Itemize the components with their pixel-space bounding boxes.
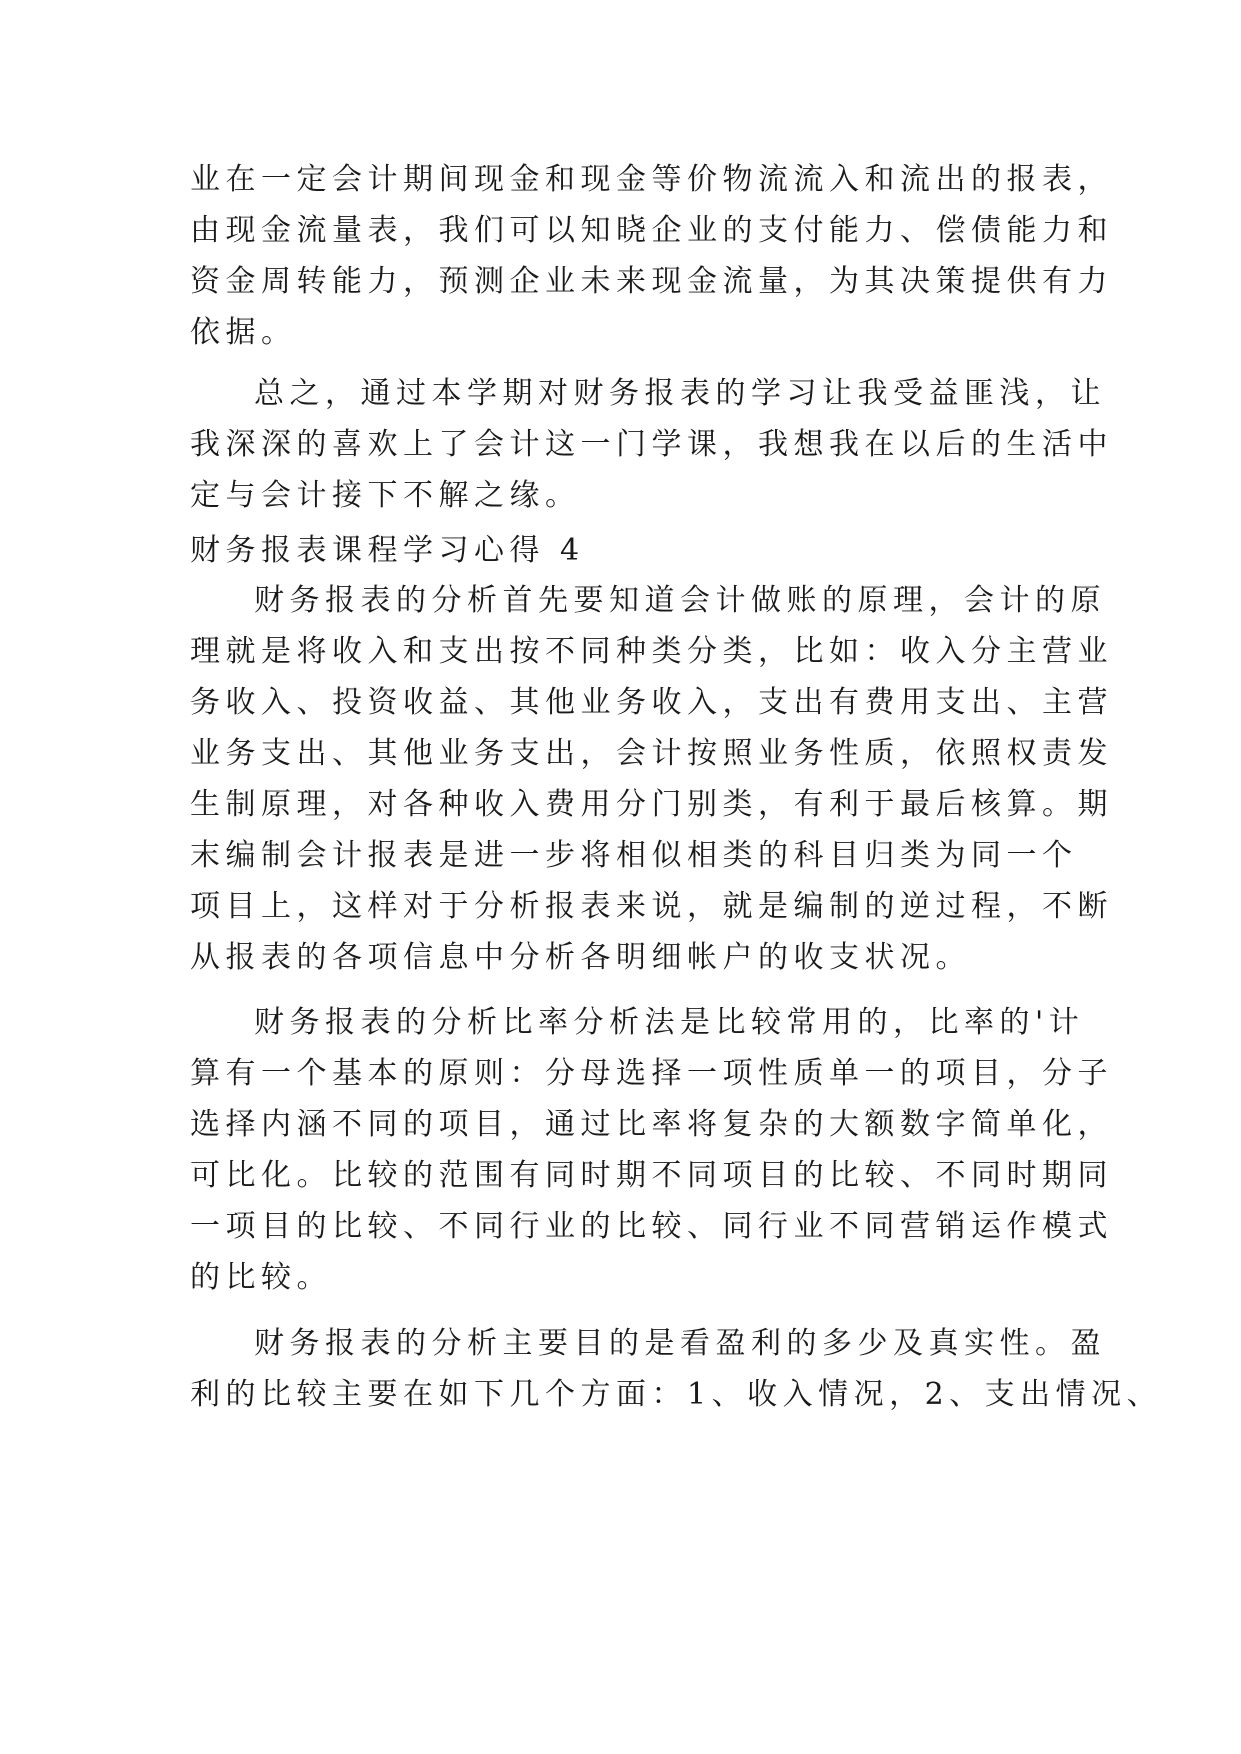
paragraph-first-line: 财务报表的分析比率分析法是比较常用的，比率的'计 [254, 1005, 1085, 1040]
text-line: 务收入、投资收益、其他业务收入，支出有费用支出、主营 [190, 685, 1113, 720]
text-line: 定与会计接下不解之缘。 [190, 478, 581, 513]
text-line: 我深深的喜欢上了会计这一门学课，我想我在以后的生活中 [190, 427, 1113, 462]
section-heading: 财务报表课程学习心得 4 [190, 533, 585, 568]
paragraph-first-line: 总之，通过本学期对财务报表的学习让我受益匪浅，让 [254, 376, 1106, 411]
text-line: 业务支出、其他业务支出，会计按照业务性质，依照权责发 [190, 736, 1113, 771]
text-line: 资金周转能力，预测企业未来现金流量，为其决策提供有力 [190, 264, 1113, 299]
text-line: 可比化。比较的范围有同时期不同项目的比较、不同时期同 [190, 1158, 1113, 1193]
text-line: 末编制会计报表是进一步将相似相类的科目归类为同一个 [190, 838, 1078, 873]
text-line: 算有一个基本的原则：分母选择一项性质单一的项目，分子 [190, 1056, 1113, 1091]
text-line: 业在一定会计期间现金和现金等价物流流入和流出的报表， [190, 162, 1113, 197]
text-line: 项目上，这样对于分析报表来说，就是编制的逆过程，不断 [190, 889, 1113, 924]
text-line: 理就是将收入和支出按不同种类分类，比如：收入分主营业 [190, 634, 1113, 669]
text-line: 利的比较主要在如下几个方面：1、收入情况，2、支出情况、 [190, 1377, 1163, 1412]
text-line: 依据。 [190, 315, 297, 350]
paragraph-first-line: 财务报表的分析主要目的是看盈利的多少及真实性。盈 [254, 1326, 1106, 1361]
text-line: 由现金流量表，我们可以知晓企业的支付能力、偿债能力和 [190, 213, 1113, 248]
text-line: 选择内涵不同的项目，通过比率将复杂的大额数字简单化， [190, 1107, 1113, 1142]
text-line: 生制原理，对各种收入费用分门别类，有利于最后核算。期 [190, 787, 1113, 822]
paragraph-first-line: 财务报表的分析首先要知道会计做账的原理，会计的原 [254, 583, 1106, 618]
text-line: 的比较。 [190, 1260, 332, 1295]
text-line: 从报表的各项信息中分析各明细帐户的收支状况。 [190, 940, 971, 975]
text-line: 一项目的比较、不同行业的比较、同行业不同营销运作模式 [190, 1209, 1113, 1244]
